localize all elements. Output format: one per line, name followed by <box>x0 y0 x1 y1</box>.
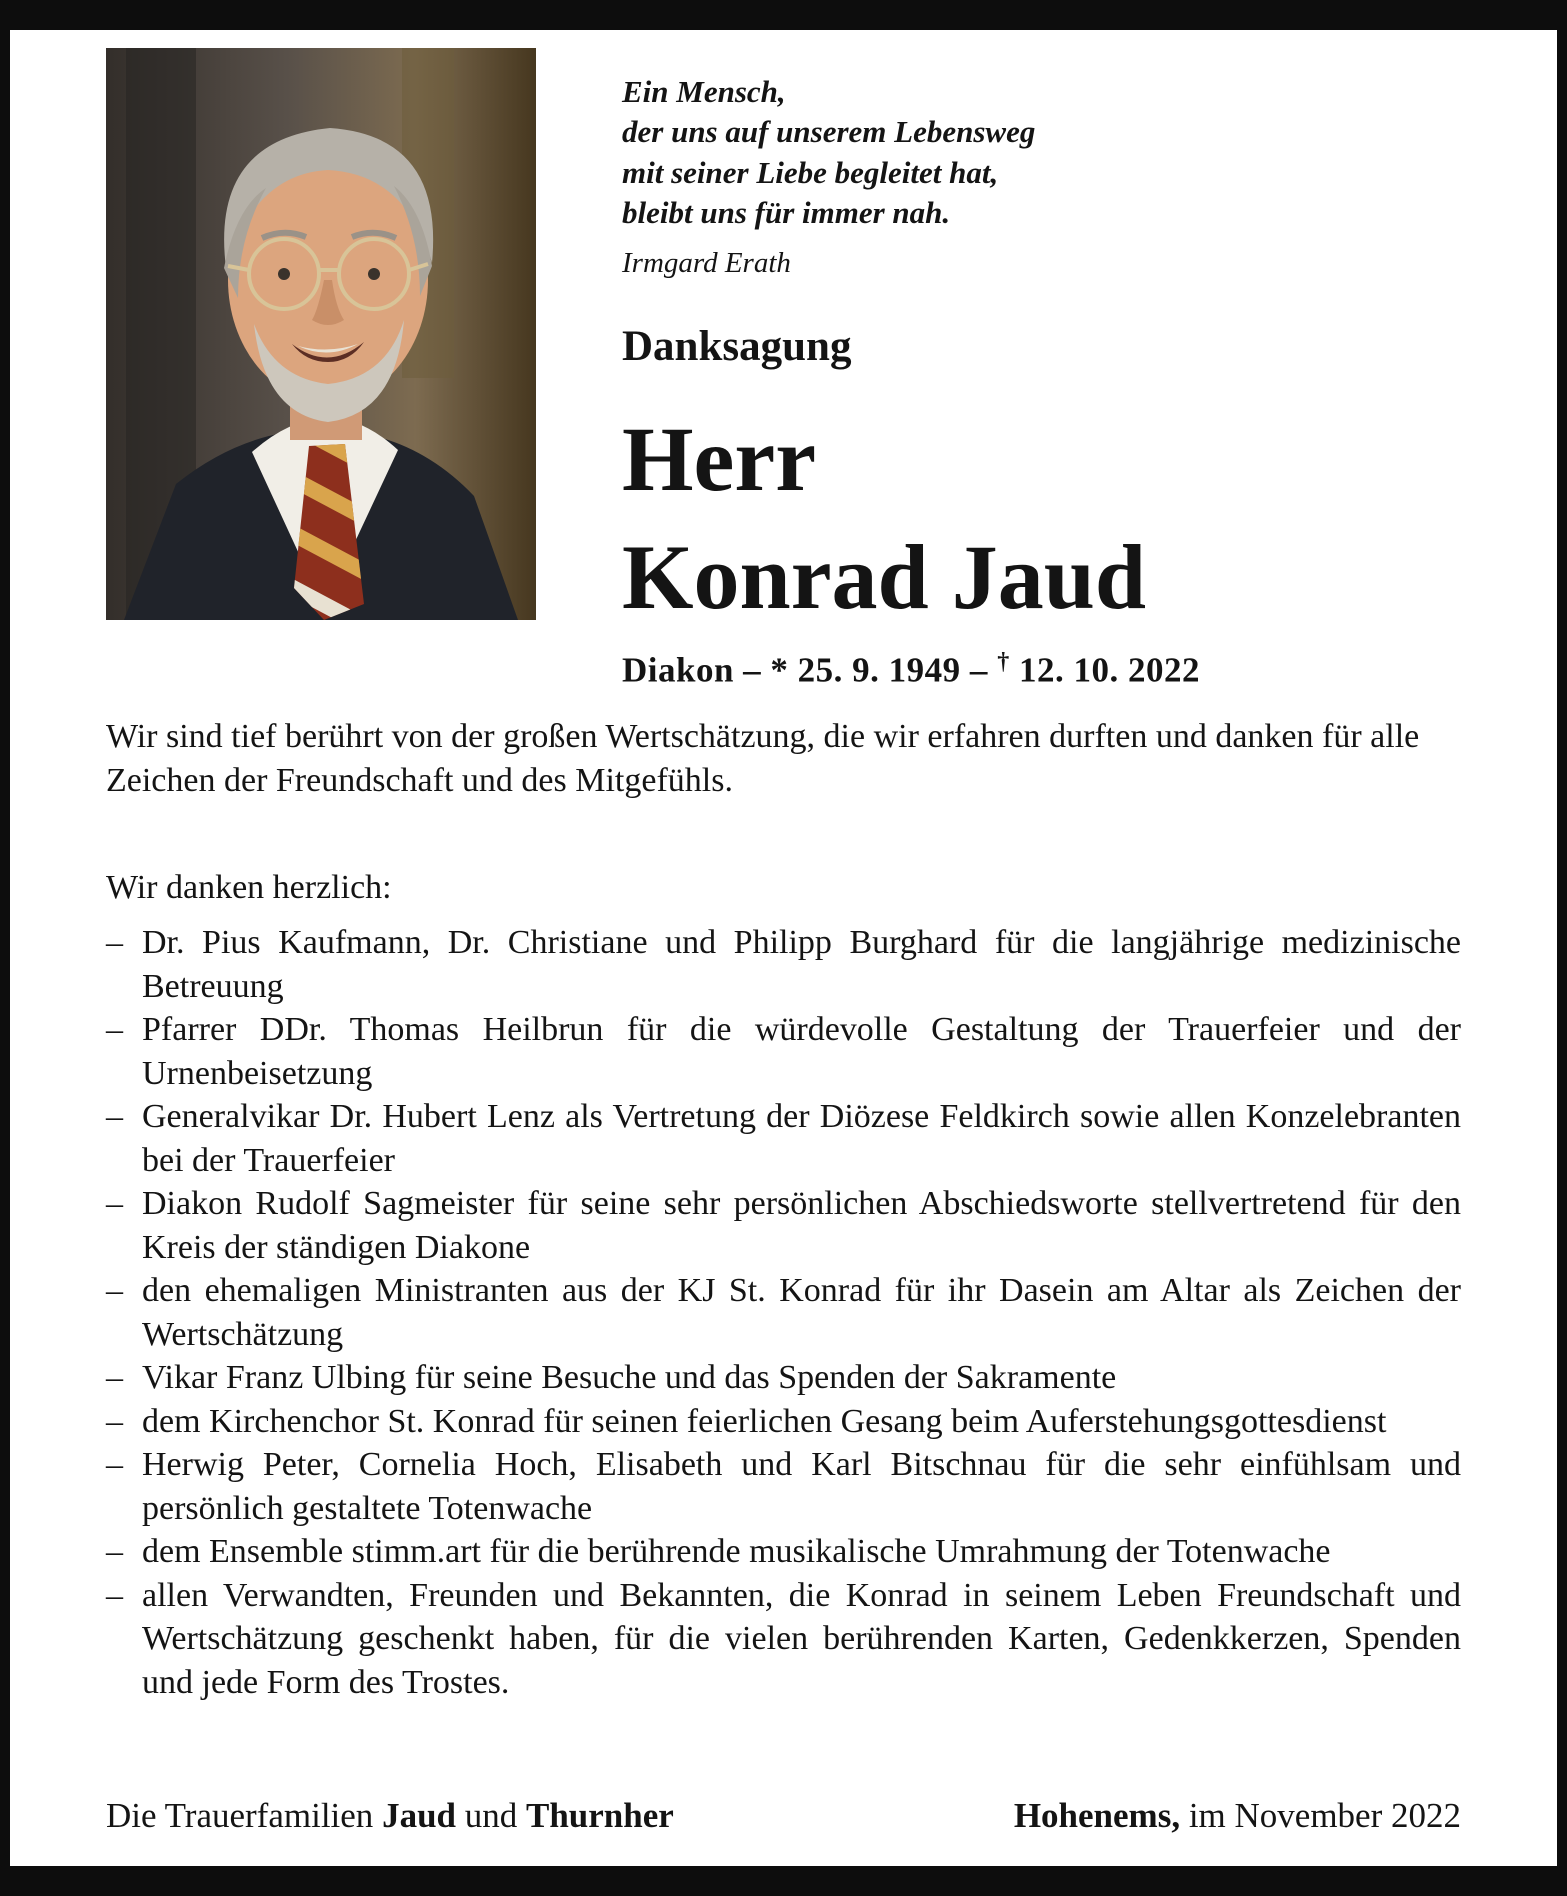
header-column <box>622 48 1461 691</box>
thanks-item-text: Pfarrer DDr. Thomas Heilbrun für die würdevolle Gestaltung der Trauerfeier und der Urnenbeisetzung <box>142 1011 1461 1092</box>
list-dash-marker: – <box>106 1359 123 1397</box>
date: im November 2022 <box>1188 1796 1461 1835</box>
families-conjunction: und <box>464 1796 518 1835</box>
life-dates-prefix: Diakon – * 25. 9. 1949 – <box>622 650 998 690</box>
thanks-item-text: Herwig Peter, Cornelia Hoch, Elisabeth und Karl Bitschnau für die sehr einfühlsam und persönlich gestaltete Totenwache <box>142 1446 1461 1527</box>
death-date: 12. 10. 2022 <box>1009 650 1200 690</box>
quote-attribution: Irmgard Erath <box>622 247 791 280</box>
thanks-item-text: Vikar Franz Ulbing für seine Besuche und das Spenden der Sakramente <box>142 1359 1117 1397</box>
notice-type-label: Danksagung <box>622 323 852 371</box>
family-name-thurnher: Thurnher <box>526 1796 674 1835</box>
list-dash-marker: – <box>106 1272 123 1310</box>
thanks-item <box>106 1356 1461 1400</box>
quote-line: mit seiner Liebe begleitet hat, <box>622 154 999 190</box>
bottom-frame-bar <box>10 1866 1557 1896</box>
thanks-list <box>106 921 1461 1704</box>
thanks-item <box>106 1443 1461 1530</box>
thanks-item-text: dem Ensemble stimm.art für die berührende musikalische Umrahmung der Totenwache <box>142 1533 1331 1571</box>
list-dash-marker: – <box>106 1402 123 1440</box>
place: Hohenems, <box>1013 1796 1181 1835</box>
portrait-illustration <box>106 48 536 620</box>
thanks-item-text: Generalvikar Dr. Hubert Lenz als Vertretung der Diözese Feldkirch sowie allen Konzelebranten bei der Trauerfeier <box>142 1098 1461 1179</box>
thanks-item-text: dem Kirchenchor St. Konrad für seinen feierlichen Gesang beim Auferstehungsgottesdienst <box>142 1402 1387 1440</box>
quote-line: bleibt uns für immer nah. <box>622 194 951 230</box>
quote-line: der uns auf unserem Lebensweg <box>622 114 1036 150</box>
list-dash-marker: – <box>106 1533 123 1571</box>
families-prefix: Die Trauerfamilien <box>106 1796 374 1835</box>
list-dash-marker: – <box>106 924 123 962</box>
thanks-item-text: den ehemaligen Ministranten aus der KJ St. Konrad für ihr Dasein am Altar als Zeichen der Wertschätzung <box>142 1272 1461 1353</box>
thanks-item <box>106 1574 1461 1705</box>
memorial-quote <box>622 72 1461 233</box>
place-and-date <box>1014 1796 1461 1836</box>
intro-paragraph: Wir sind tief berührt von der großen Wertschätzung, die wir erfahren durften und danken für alle Zeichen der Freundschaft und des Mitgefühls. <box>106 717 1420 800</box>
footer <box>106 1796 1461 1836</box>
quote-line: Ein Mensch, <box>622 74 786 109</box>
list-dash-marker: – <box>106 1185 123 1223</box>
thanks-item-text: allen Verwandten, Freunden und Bekannten, die Konrad in seinem Leben Freundschaft und Wertschätzung geschenkt haben, für die vielen berührenden Karten, Gedenkkerzen, Spenden und jede Form des Trostes. <box>142 1576 1461 1701</box>
thanks-item <box>106 1530 1461 1574</box>
thanks-item <box>106 921 1461 1008</box>
list-dash-marker: – <box>106 1576 123 1614</box>
list-dash-marker: – <box>106 1446 123 1484</box>
top-section <box>106 48 1461 691</box>
portrait-photo <box>106 48 536 620</box>
top-frame-bar <box>10 0 1557 30</box>
thanks-item-text: Dr. Pius Kaufmann, Dr. Christiane und Philipp Burghard für die langjährige medizinische Betreuung <box>142 924 1461 1005</box>
life-dates <box>622 649 1461 691</box>
thanks-item <box>106 1095 1461 1182</box>
deceased-name: Konrad Jaud <box>622 526 1147 629</box>
list-dash-marker: – <box>106 1098 123 1136</box>
page-content <box>10 30 1557 1866</box>
list-dash-marker: – <box>106 1011 123 1049</box>
dagger-symbol: † <box>997 649 1010 676</box>
thanks-item <box>106 1400 1461 1444</box>
thanks-item <box>106 1182 1461 1269</box>
thanks-heading: Wir danken herzlich: <box>106 869 392 907</box>
thanks-item <box>106 1269 1461 1356</box>
mourning-families <box>106 1796 674 1836</box>
thanks-item <box>106 1008 1461 1095</box>
thanks-item-text: Diakon Rudolf Sagmeister für seine sehr persönlichen Abschiedsworte stellvertretend für den Kreis der ständigen Diakone <box>142 1185 1461 1266</box>
deceased-title: Herr <box>622 408 817 511</box>
family-name-jaud: Jaud <box>382 1796 456 1835</box>
